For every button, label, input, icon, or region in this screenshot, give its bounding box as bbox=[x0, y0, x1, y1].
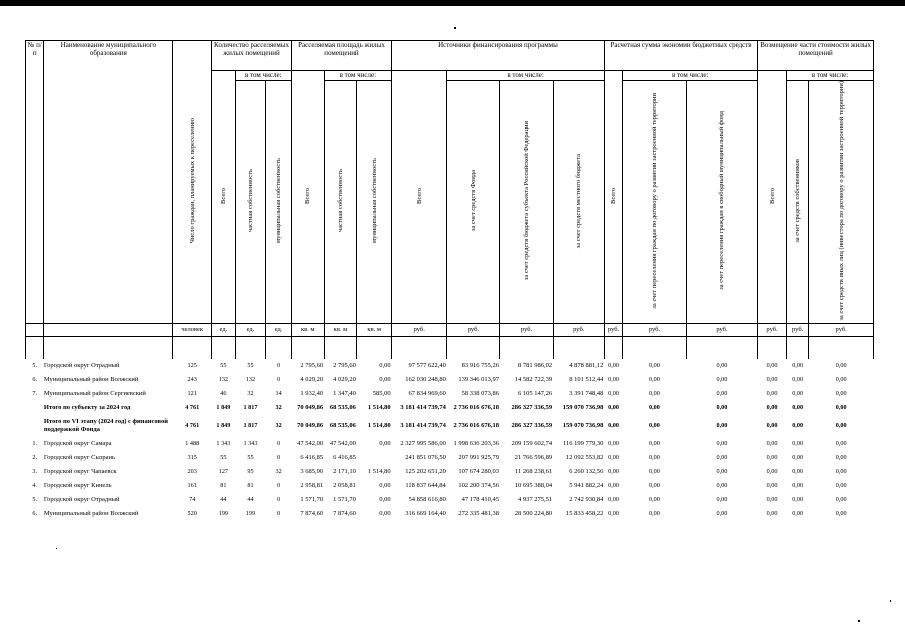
row-number: 2. bbox=[32, 454, 38, 462]
value-cell: 102 200 374,56 bbox=[458, 482, 499, 490]
header-local-budget: за счет средств местного бюджета bbox=[553, 81, 604, 324]
value-cell: 0,00 bbox=[716, 454, 728, 462]
value-cell: 1 571,70 bbox=[300, 496, 324, 504]
header-comp-b: за счет средств иных лиц (инвестора по договору о развитии застроенной территории) bbox=[809, 81, 874, 324]
value-cell: 0,00 bbox=[766, 390, 778, 398]
value-cell: 0,00 bbox=[792, 376, 804, 384]
value-cell: 6 105 147,26 bbox=[518, 390, 553, 398]
value-cell: 585,00 bbox=[372, 390, 391, 398]
value-cell: 107 674 280,03 bbox=[458, 468, 499, 476]
header-fund: за счет средств Фонда bbox=[447, 81, 500, 324]
value-cell: 0,00 bbox=[835, 422, 847, 430]
header-rooms-total: Всего bbox=[212, 71, 236, 324]
header-incl: в том числе: bbox=[447, 71, 605, 81]
value-cell: 0,00 bbox=[835, 496, 847, 504]
value-cell: 8 781 986,02 bbox=[518, 362, 553, 370]
value-cell: 74 bbox=[189, 496, 196, 504]
value-cell: 0,00 bbox=[649, 404, 660, 412]
value-cell: 209 159 602,74 bbox=[511, 440, 553, 448]
value-cell: 11 268 238,61 bbox=[515, 468, 553, 476]
value-cell: 58 338 073,86 bbox=[461, 390, 499, 398]
value-cell: 3 181 414 739,74 bbox=[400, 422, 446, 430]
value-cell: 1 347,40 bbox=[333, 390, 356, 398]
unit-cell: руб. bbox=[604, 323, 622, 336]
value-cell: 1 514,80 bbox=[367, 422, 391, 430]
value-cell: 0,00 bbox=[649, 454, 660, 462]
value-cell: 47 542,00 bbox=[329, 440, 356, 448]
row-number: 6. bbox=[32, 376, 38, 384]
header-rooms-group: Количество расселяемых жилых помещений bbox=[212, 41, 292, 71]
value-cell: 0,00 bbox=[792, 496, 804, 504]
value-cell: 5 941 882,24 bbox=[569, 482, 604, 490]
value-cell: 0,00 bbox=[716, 468, 728, 476]
municipality-name: Итого по субъекту за 2024 год bbox=[43, 404, 131, 412]
row-number: 1. bbox=[32, 440, 38, 448]
value-cell: 0,00 bbox=[766, 362, 778, 370]
value-cell: 0,00 bbox=[766, 468, 778, 476]
table-row bbox=[26, 479, 874, 493]
value-cell: 0,00 bbox=[716, 422, 728, 430]
header-incl: в том числе: bbox=[623, 71, 758, 81]
value-cell: 0,00 bbox=[716, 496, 728, 504]
value-cell: 2 058,81 bbox=[333, 482, 356, 490]
header-area-municipal: муниципальная собственность bbox=[357, 81, 392, 324]
value-cell: 4 029,20 bbox=[333, 376, 356, 384]
header-rooms-municipal: муниципальная собственность bbox=[266, 81, 292, 324]
value-cell: 14 bbox=[275, 390, 282, 398]
header-fin-group: Источники финансирования программы bbox=[392, 41, 605, 71]
value-cell: 55 bbox=[220, 362, 227, 370]
value-cell: 7 874,60 bbox=[300, 510, 324, 518]
value-cell: 0,00 bbox=[766, 422, 778, 430]
value-cell: 0,00 bbox=[792, 440, 804, 448]
header-subject-budget: за счет средств бюджета субъекта Российской Федерации bbox=[500, 81, 553, 324]
value-cell: 1 343 bbox=[243, 440, 258, 448]
value-cell: 68 535,06 bbox=[329, 422, 356, 430]
unit-cell: ед. bbox=[266, 323, 292, 336]
row-number: 7. bbox=[32, 390, 38, 398]
value-cell: 15 833 458,22 bbox=[565, 510, 604, 518]
value-cell: 0,00 bbox=[608, 404, 619, 412]
unit-cell: руб. bbox=[553, 323, 604, 336]
value-cell: 272 335 481,38 bbox=[458, 510, 499, 518]
value-cell: 1 932,40 bbox=[300, 390, 324, 398]
value-cell: 0,00 bbox=[792, 362, 804, 370]
value-cell: 0,00 bbox=[608, 376, 619, 384]
value-cell: 127 bbox=[218, 468, 229, 476]
value-cell: 0,00 bbox=[716, 440, 728, 448]
value-cell: 44 bbox=[247, 496, 254, 504]
value-cell: 0,00 bbox=[766, 496, 778, 504]
header-incl: в том числе: bbox=[324, 71, 391, 81]
value-cell: 10 695 388,04 bbox=[514, 482, 553, 490]
value-cell: 199 bbox=[245, 510, 256, 518]
total-row bbox=[26, 415, 874, 437]
value-cell: 83 916 755,26 bbox=[461, 362, 499, 370]
value-cell: 55 bbox=[247, 454, 254, 462]
value-cell: 1 514,80 bbox=[367, 468, 391, 476]
unit-cell: руб. bbox=[500, 323, 553, 336]
municipality-name: Городской округ Самара bbox=[43, 440, 112, 448]
value-cell: 520 bbox=[187, 510, 197, 518]
table-row bbox=[26, 451, 874, 465]
total-row bbox=[26, 401, 874, 415]
municipality-name: Муниципальный район Сергиевский bbox=[43, 390, 146, 398]
value-cell: 0,00 bbox=[608, 482, 619, 490]
table-row bbox=[26, 373, 874, 387]
header-econ-b: за счет переселения граждан в свободный муниципальный фонд bbox=[686, 81, 758, 324]
value-cell: 0,00 bbox=[649, 376, 660, 384]
value-cell: 2 736 016 676,18 bbox=[453, 422, 499, 430]
value-cell: 0 bbox=[277, 440, 281, 448]
value-cell: 207 991 925,79 bbox=[458, 454, 499, 462]
unit-cell: кв. м bbox=[324, 323, 357, 336]
header-econ-group: Расчетная сумма экономии бюджетных средств bbox=[604, 41, 757, 71]
value-cell: 4 878 881,12 bbox=[569, 362, 604, 370]
value-cell: 286 327 336,59 bbox=[511, 404, 553, 412]
value-cell: 4 029,20 bbox=[300, 376, 324, 384]
value-cell: 125 bbox=[187, 362, 197, 370]
municipality-name: Городской округ Отрадный bbox=[43, 496, 120, 504]
value-cell: 0,00 bbox=[649, 510, 660, 518]
value-cell: 46 bbox=[220, 390, 227, 398]
value-cell: 32 bbox=[275, 468, 282, 476]
value-cell: 0,00 bbox=[792, 454, 804, 462]
value-cell: 0,00 bbox=[835, 510, 847, 518]
unit-cell: ед. bbox=[235, 323, 266, 336]
header-area-total: Всего bbox=[291, 71, 324, 324]
value-cell: 32 bbox=[247, 390, 254, 398]
value-cell: 2 795,60 bbox=[300, 362, 324, 370]
value-cell: 1 849 bbox=[216, 404, 231, 412]
municipality-name: Городской округ Кинель bbox=[43, 482, 112, 490]
value-cell: 55 bbox=[220, 454, 227, 462]
value-cell: 2 958,81 bbox=[300, 482, 324, 490]
value-cell: 0,00 bbox=[649, 422, 660, 430]
value-cell: 54 858 616,80 bbox=[408, 496, 446, 504]
value-cell: 0,00 bbox=[608, 422, 619, 430]
value-cell: 0,00 bbox=[649, 440, 660, 448]
row-number bbox=[26, 401, 44, 415]
value-cell: 32 bbox=[275, 422, 282, 430]
value-cell: 1 514,80 bbox=[367, 404, 391, 412]
row-number bbox=[26, 415, 44, 437]
value-cell: 6 260 132,56 bbox=[569, 468, 604, 476]
value-cell: 315 bbox=[187, 454, 197, 462]
header-comp-total: Всего bbox=[758, 71, 787, 324]
value-cell: 4 761 bbox=[185, 422, 200, 430]
scan-speck bbox=[890, 600, 891, 602]
value-cell: 286 327 336,59 bbox=[511, 422, 553, 430]
value-cell: 0 bbox=[277, 496, 281, 504]
row-number: 4. bbox=[32, 482, 38, 490]
value-cell: 0,00 bbox=[608, 440, 619, 448]
value-cell: 2 795,60 bbox=[333, 362, 356, 370]
units-row bbox=[26, 323, 874, 336]
value-cell: 132 bbox=[218, 376, 229, 384]
data-rows bbox=[26, 359, 874, 521]
value-cell: 116 199 779,30 bbox=[562, 440, 604, 448]
value-cell: 0,00 bbox=[608, 362, 619, 370]
value-cell: 2 327 995 586,00 bbox=[400, 440, 446, 448]
municipality-name: Муниципальный район Волжский bbox=[43, 510, 139, 518]
value-cell: 0,00 bbox=[835, 468, 847, 476]
value-cell: 70 049,86 bbox=[297, 404, 324, 412]
value-cell: 0,00 bbox=[649, 468, 660, 476]
value-cell: 0,00 bbox=[835, 482, 847, 490]
value-cell: 118 837 644,84 bbox=[405, 482, 446, 490]
value-cell: 0,00 bbox=[379, 376, 391, 384]
header-rooms-private: частная собственность bbox=[235, 81, 266, 324]
value-cell: 0,00 bbox=[766, 404, 778, 412]
unit-cell: ед. bbox=[212, 323, 236, 336]
value-cell: 0,00 bbox=[766, 376, 778, 384]
unit-cell: руб. bbox=[758, 323, 787, 336]
value-cell: 0,00 bbox=[766, 482, 778, 490]
value-cell: 81 bbox=[247, 482, 254, 490]
value-cell: 0 bbox=[277, 376, 281, 384]
value-cell: 161 bbox=[187, 482, 197, 490]
header-num: № п/п bbox=[26, 41, 44, 324]
municipality-name: Итого по VI этапу (2024 год) с финансовой поддержкой Фонда bbox=[43, 417, 168, 433]
value-cell: 0,00 bbox=[379, 510, 391, 518]
value-cell: 0,00 bbox=[649, 482, 660, 490]
value-cell: 47 178 410,45 bbox=[461, 496, 499, 504]
value-cell: 0,00 bbox=[649, 496, 660, 504]
value-cell: 0,00 bbox=[649, 390, 660, 398]
value-cell: 0,00 bbox=[608, 510, 619, 518]
row-number: 3. bbox=[32, 468, 38, 476]
value-cell: 95 bbox=[247, 468, 254, 476]
value-cell: 316 669 164,40 bbox=[405, 510, 446, 518]
value-cell: 0,00 bbox=[766, 440, 778, 448]
value-cell: 0 bbox=[277, 362, 281, 370]
table-row bbox=[26, 437, 874, 451]
municipality-name: Городской округ Чапаевск bbox=[43, 468, 117, 476]
value-cell: 47 542,00 bbox=[297, 440, 324, 448]
value-cell: 1 998 636 203,36 bbox=[453, 440, 499, 448]
value-cell: 0,00 bbox=[792, 482, 804, 490]
value-cell: 68 535,06 bbox=[329, 404, 356, 412]
header-econ-total: Всего bbox=[604, 71, 622, 324]
row-number: 5. bbox=[32, 362, 38, 370]
value-cell: 21 766 596,89 bbox=[514, 454, 553, 462]
scan-top-border bbox=[0, 0, 905, 6]
unit-cell: руб. bbox=[623, 323, 686, 336]
units-spacer bbox=[26, 336, 874, 359]
value-cell: 0,00 bbox=[792, 390, 804, 398]
unit-cell: кв. м bbox=[291, 323, 324, 336]
value-cell: 0,00 bbox=[716, 482, 728, 490]
scan-speck bbox=[56, 548, 57, 549]
value-cell: 243 bbox=[187, 376, 197, 384]
value-cell: 0 bbox=[277, 454, 281, 462]
unit-cell: руб. bbox=[686, 323, 758, 336]
value-cell bbox=[357, 451, 392, 465]
header-comp-a: за счет средств собственников bbox=[786, 81, 809, 324]
unit-cell: кв. м bbox=[357, 323, 392, 336]
unit-cell: руб. bbox=[392, 323, 447, 336]
value-cell: 8 101 512,44 bbox=[569, 376, 604, 384]
value-cell: 12 092 553,82 bbox=[565, 454, 604, 462]
value-cell: 1 817 bbox=[243, 422, 258, 430]
value-cell: 3 685,90 bbox=[300, 468, 324, 476]
value-cell: 159 070 736,98 bbox=[562, 404, 604, 412]
value-cell: 0,00 bbox=[792, 468, 804, 476]
value-cell: 3 181 414 739,74 bbox=[400, 404, 446, 412]
table-row bbox=[26, 507, 874, 521]
value-cell: 1 343 bbox=[216, 440, 231, 448]
value-cell: 67 834 969,60 bbox=[408, 390, 446, 398]
value-cell: 0 bbox=[277, 482, 281, 490]
unit-cell: руб. bbox=[786, 323, 809, 336]
value-cell: 0,00 bbox=[608, 468, 619, 476]
header-econ-a: за счет переселения граждан по договору о развитии застроенной территории bbox=[623, 81, 686, 324]
value-cell: 0,00 bbox=[792, 510, 804, 518]
value-cell: 0,00 bbox=[379, 362, 391, 370]
value-cell: 0,00 bbox=[835, 362, 847, 370]
value-cell: 0,00 bbox=[835, 376, 847, 384]
value-cell: 1 849 bbox=[216, 422, 231, 430]
value-cell: 0,00 bbox=[608, 390, 619, 398]
value-cell: 162 030 248,80 bbox=[405, 376, 446, 384]
row-number: 6. bbox=[32, 510, 38, 518]
value-cell: 0 bbox=[277, 510, 281, 518]
header-comp-group: Возмещение части стоимости жилых помещений bbox=[758, 41, 874, 71]
value-cell: 6 416,85 bbox=[333, 454, 356, 462]
value-cell: 132 bbox=[245, 376, 256, 384]
row-number: 5. bbox=[32, 496, 38, 504]
table-row bbox=[26, 359, 874, 373]
value-cell: 0,00 bbox=[792, 404, 804, 412]
value-cell: 121 bbox=[187, 390, 197, 398]
header-incl: в том числе: bbox=[235, 71, 291, 81]
value-cell: 1 817 bbox=[243, 404, 258, 412]
value-cell: 241 851 076,50 bbox=[405, 454, 446, 462]
value-cell: 14 582 722,39 bbox=[514, 376, 553, 384]
municipality-name: Городской округ Отрадный bbox=[43, 362, 120, 370]
value-cell: 2 171,10 bbox=[333, 468, 356, 476]
table-row bbox=[26, 465, 874, 479]
value-cell: 0,00 bbox=[835, 454, 847, 462]
value-cell: 203 bbox=[187, 468, 197, 476]
value-cell: 3 391 748,48 bbox=[569, 390, 604, 398]
value-cell: 0,00 bbox=[608, 454, 619, 462]
table-row bbox=[26, 387, 874, 401]
resettlement-table bbox=[25, 40, 874, 521]
value-cell: 0,00 bbox=[766, 454, 778, 462]
value-cell: 0,00 bbox=[792, 422, 804, 430]
value-cell: 139 346 013,97 bbox=[458, 376, 499, 384]
value-cell: 0,00 bbox=[379, 482, 391, 490]
value-cell: 81 bbox=[220, 482, 227, 490]
value-cell: 0,00 bbox=[716, 390, 728, 398]
header-incl: в том числе: bbox=[786, 71, 873, 81]
value-cell: 0,00 bbox=[379, 440, 391, 448]
value-cell: 0,00 bbox=[835, 440, 847, 448]
value-cell: 0,00 bbox=[766, 510, 778, 518]
value-cell: 6 416,85 bbox=[300, 454, 324, 462]
unit-cell: человек bbox=[173, 323, 212, 336]
header-citizens: Число граждан, планируемых к переселению bbox=[173, 41, 212, 324]
unit-cell: руб. bbox=[447, 323, 500, 336]
value-cell: 1 488 bbox=[185, 440, 200, 448]
value-cell: 1 571,70 bbox=[333, 496, 356, 504]
municipality-name: Городской округ Сызрань bbox=[43, 454, 115, 462]
value-cell: 0,00 bbox=[649, 362, 660, 370]
value-cell: 55 bbox=[247, 362, 254, 370]
scan-speck bbox=[858, 620, 860, 622]
value-cell: 0,00 bbox=[716, 376, 728, 384]
value-cell: 4 937 275,51 bbox=[518, 496, 553, 504]
value-cell: 199 bbox=[218, 510, 229, 518]
unit-cell: руб. bbox=[809, 323, 874, 336]
value-cell: 32 bbox=[275, 404, 282, 412]
value-cell: 159 070 736,98 bbox=[562, 422, 604, 430]
value-cell: 2 742 930,84 bbox=[569, 496, 604, 504]
value-cell: 0,00 bbox=[716, 362, 728, 370]
value-cell: 125 202 651,20 bbox=[405, 468, 446, 476]
value-cell: 0,00 bbox=[835, 390, 847, 398]
value-cell: 0,00 bbox=[379, 496, 391, 504]
value-cell: 2 736 016 676,18 bbox=[453, 404, 499, 412]
value-cell: 0,00 bbox=[716, 510, 728, 518]
value-cell: 28 500 224,80 bbox=[514, 510, 553, 518]
municipality-name: Муниципальный район Волжский bbox=[43, 376, 139, 384]
value-cell: 0,00 bbox=[608, 496, 619, 504]
value-cell: 44 bbox=[220, 496, 227, 504]
page-mark bbox=[454, 27, 456, 29]
value-cell: 7 874,60 bbox=[333, 510, 356, 518]
value-cell: 4 761 bbox=[185, 404, 200, 412]
header-area-group: Расселяемая площадь жилых помещений bbox=[291, 41, 391, 71]
table-row bbox=[26, 493, 874, 507]
header-name: Наименование муниципального образования bbox=[44, 41, 173, 324]
value-cell: 97 577 622,40 bbox=[408, 362, 446, 370]
header-fin-total: Всего bbox=[392, 71, 447, 324]
value-cell: 70 049,86 bbox=[297, 422, 324, 430]
value-cell: 0,00 bbox=[716, 404, 728, 412]
header-area-private: частная собственность bbox=[324, 81, 357, 324]
value-cell: 0,00 bbox=[835, 404, 847, 412]
